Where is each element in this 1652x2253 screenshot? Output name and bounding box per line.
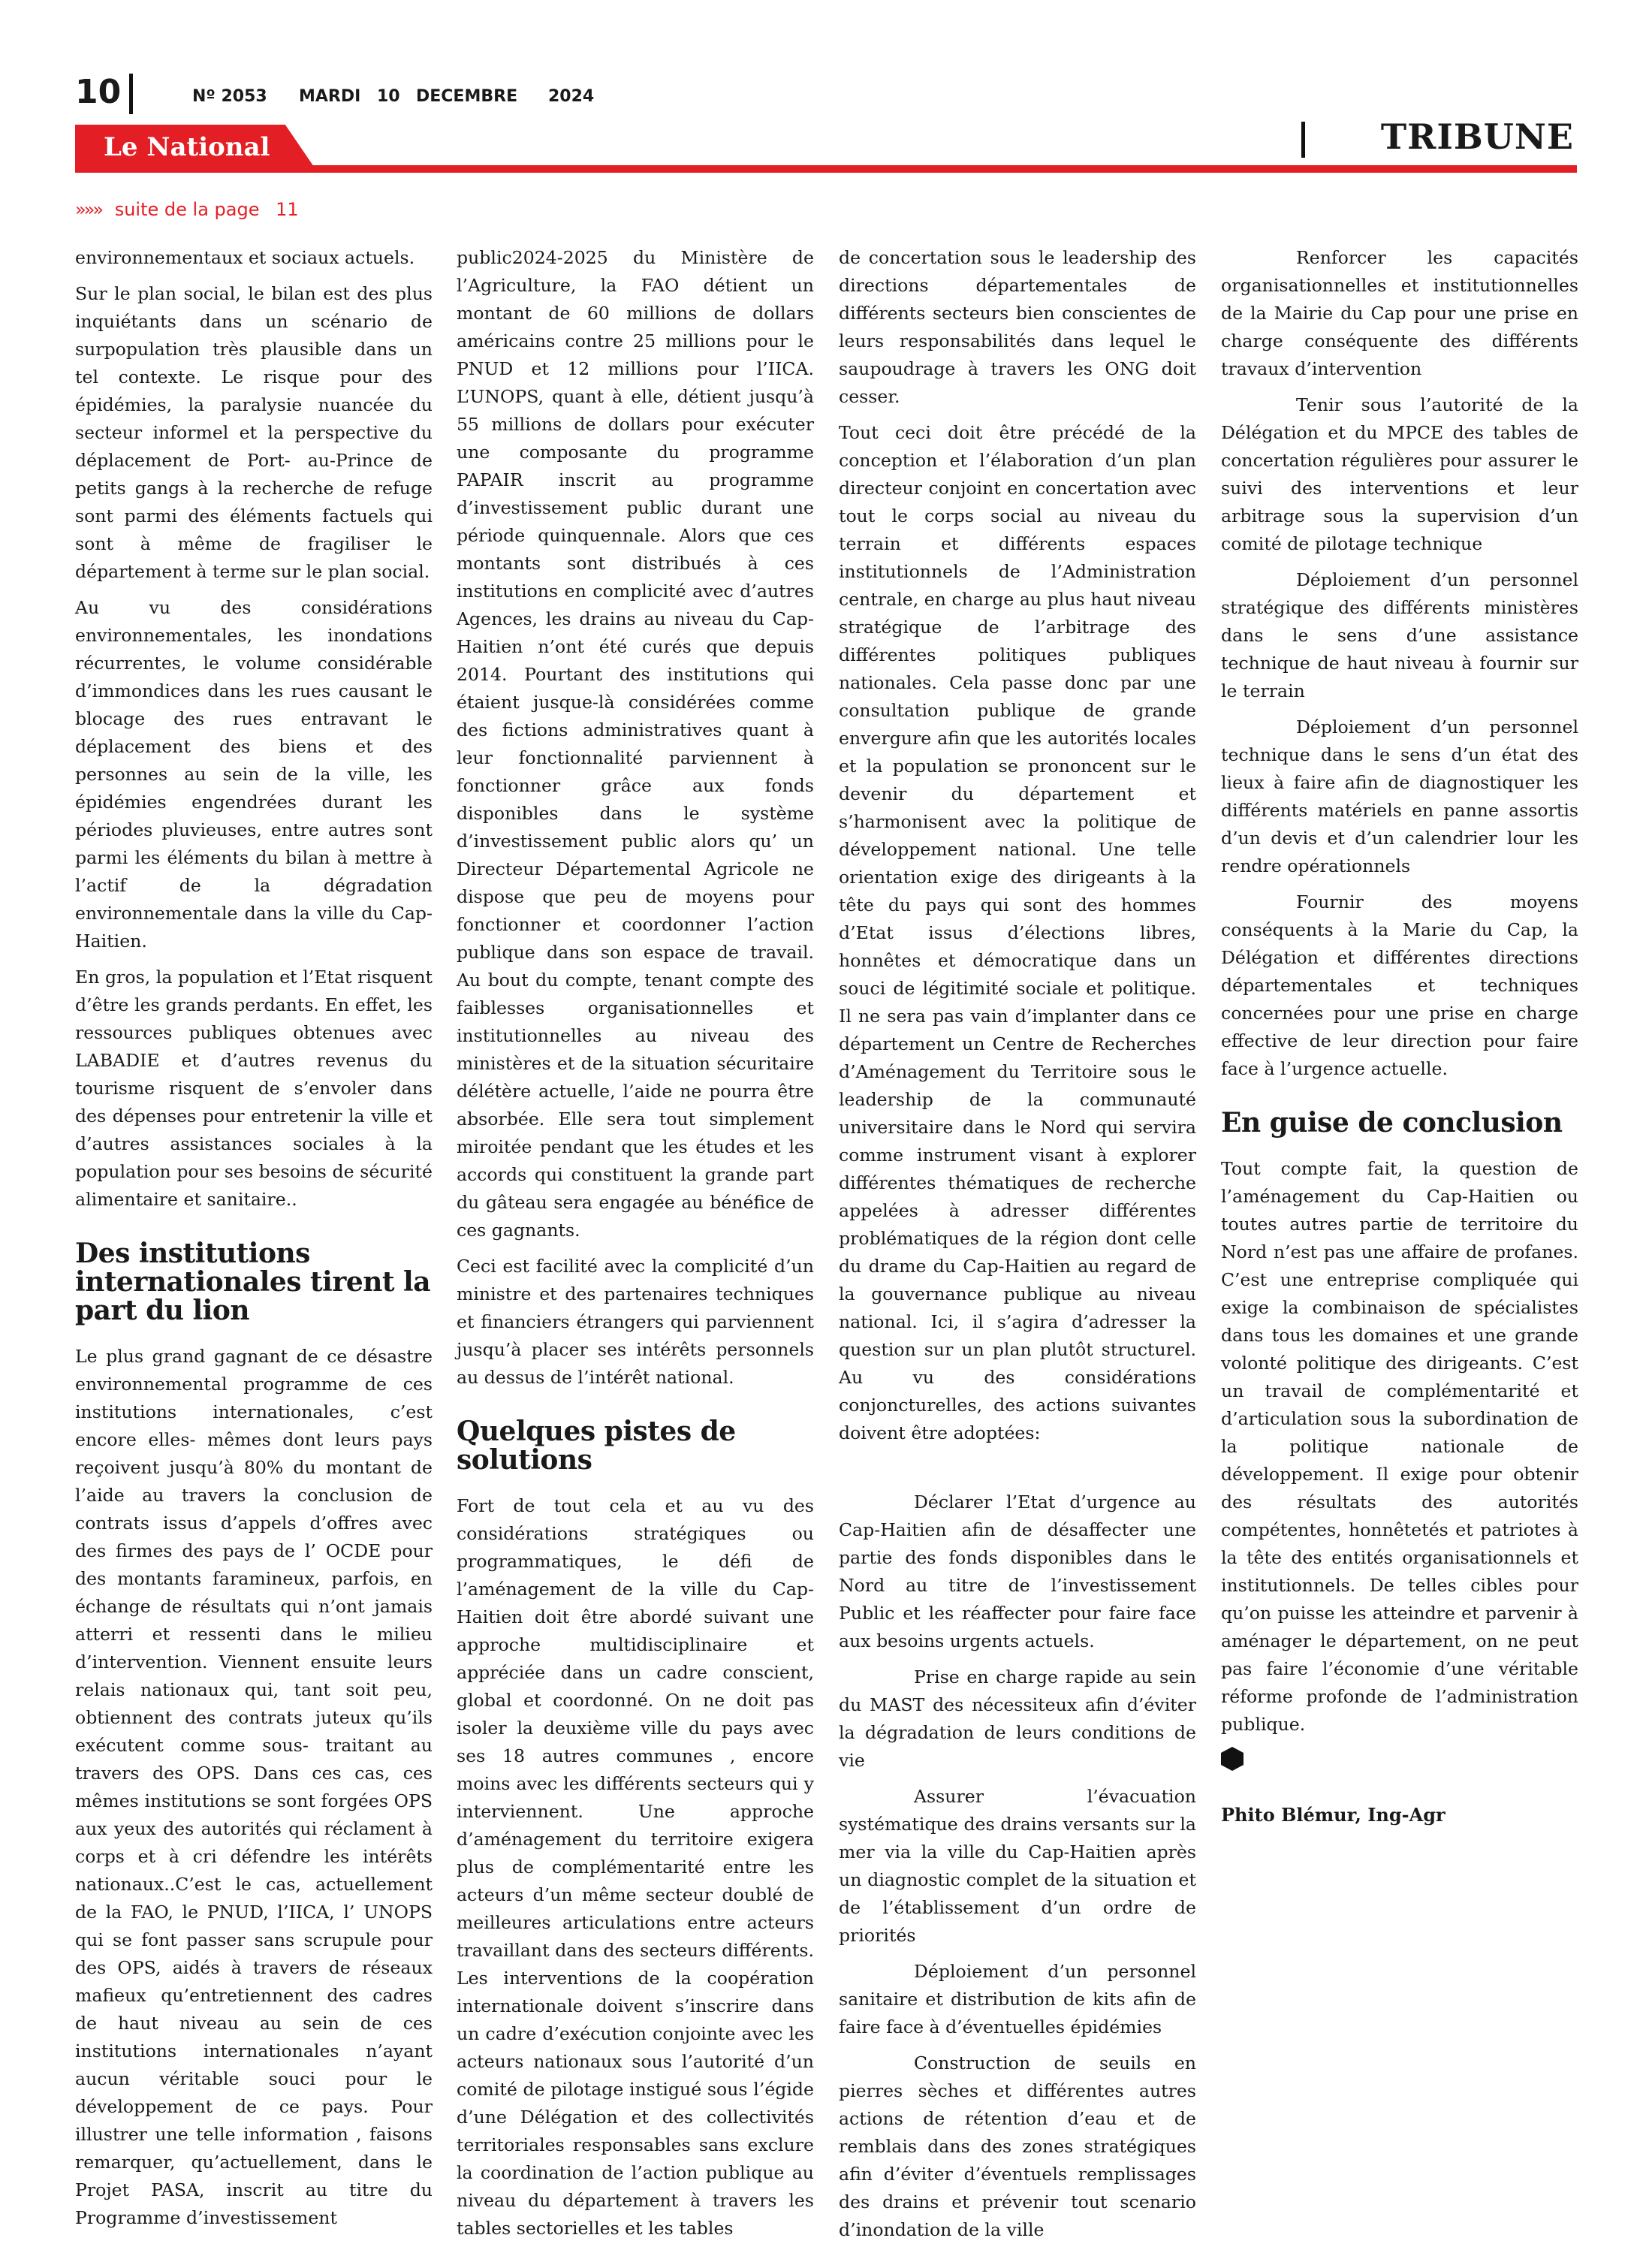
action-item (839, 2049, 1196, 2244)
issue-year: 2024 (548, 87, 595, 106)
article-paragraph: Tout ceci doit être précédé de la conception et l’élaboration d’un plan directeur conjoint en concertation avec tout le corps social au niveau du terrain et différents espaces institutionnels de l’Administration centrale, en charge au plus haut niveau stratégique de l’arbitrage des différentes politiques publiques nationales. Cela passe donc par une consultation publique de grande envergure afin que les autorités locales et la population se prononcent sur le devenir du département et s’harmonisent avec la politique de développement national. Une telle orientation exige des dirigeants à la tête du pays qui sont des hommes d’Etat issus d’élections libres, honnêtes et démocratique dans un souci de légitimité sociale et politique. Il ne sera pas vain d’implanter dans ce département un Centre de Recherches d’Aménagement du Territoire sous le leadership de la communauté universitaire dans le Nord qui servira comme instrument visant à explorer différentes thématiques de recherche appelées à adresser différentes problématiques de la région dont celle du drame du Cap-Haitien au regard de la gouvernance publique au niveau national. Ici, il s’agira d’adresser la question sur un plan plutôt structurel. Au vu des considérations conjoncturelles, des actions suivantes doivent être adoptées: (839, 422, 1196, 1443)
action-item (1221, 244, 1578, 383)
article-paragraph: Le plus grand gagnant de ce désastre environnemental programme de ces institutions internationales, c’est encore elles- mêmes dont leurs pays reçoivent jusqu’à 80% du montant de l’aide au travers la conclusion de contrats issus d’appels d’offres avec des firmes des pays de l’ OCDE pour des montants faramineux, parfois, en échange de résultats qui n’ont jamais atterri et ressenti dans le milieu d’intervention. Viennent ensuite leurs relais nationaux qui, tant soit peu, obtiennent des contrats juteux qu’ils exécutent comme sous- traitant au travers des OPS. Dans ces cas, ces mêmes institutions se sont forgées OPS aux yeux des autorités qui réclament à corps et à cri défendre les intérêts nationaux..C’est le cas, actuellement de la FAO, le PNUD, l’IICA, l’ UNOPS qui se font passer sans scrupule pour des OPS, aidés à travers de réseaux mafieux qu’entretiennent des cadres de haut niveau au sein de ces institutions internationales n’ayant aucun véritable souci pour le développement de ce pays. Pour illustrer une telle information , faisons remarquer, qu’actuellement, dans le Projet PASA, inscrit au titre du Programme d’investissement (75, 1346, 433, 2228)
action-item (1221, 713, 1578, 880)
article-paragraph: Au vu des considérations environnementales, les inondations récurrentes, le volume considérable d’immondices dans les rues causant le blocage des rues entravant le déplacement des biens et des personnes au sein de la ville, les épidémies engendrées durant les périodes pluvieuses, entre autres sont parmi les éléments du bilan à mettre à l’actif de la dégradation environnementale dans la ville du Cap-Haitien. (75, 597, 433, 952)
article-paragraph: Fort de tout cela et au vu des considérations stratégiques ou programmatiques, le défi de l’aménagement de la ville du Cap-Haitien doit être abordé suivant une approche multidisciplinaire et appréciée dans un cadre conscient, global et coordonné. On ne doit pas isoler la deuxième ville du pays avec ses 18 autres communes , encore moins avec les différents secteurs qui y interviennent. Une approche d’aménagement du territoire exigera plus de complémentarité entre les acteurs d’un même secteur doublé de meilleures articulations entre acteurs travaillant dans des secteurs différents. Les interventions de la coopération internationale doivent s’inscrire dans un cadre d’exécution conjointe avec les acteurs nationaux sous l’autorité d’un comité de pilotage instigué sous l’égide d’une Délégation et des collectivités territoriales responsables sans exclure la coordination de l’action publique au niveau du département à travers les tables sectorielles et les tables (457, 1495, 814, 2239)
section-divider (1301, 122, 1305, 158)
section-title: TRIBUNE (1380, 116, 1574, 157)
action-item-text: Tenir sous l’autorité de la Délégation et du MPCE des tables de concertation régulières pour assurer le suivi des interventions et leur arbitrage sous la supervision d’un comité de pilotage technique (1221, 394, 1578, 554)
section-heading: Quelques pistes de solutions (457, 1416, 736, 1476)
action-item-text: Prise en charge rapide au sein du MAST des nécessiteux afin d’éviter la dégradation de leurs conditions de vie (839, 1666, 1196, 1771)
page-number: 10 (75, 73, 122, 111)
action-item-text: Fournir des moyens conséquents à la Marie du Cap, la Délégation et différentes directions départementales et techniques concernées pour une prise en charge effective de leur direction pour faire face à l’urgence actuelle. (1221, 891, 1578, 1079)
action-item (1221, 391, 1578, 558)
article-column-1 (75, 244, 433, 2240)
newspaper-logo: Le National (104, 132, 270, 162)
continued-arrows: »»» (75, 199, 102, 220)
article-column-3 (839, 244, 1196, 2252)
action-item (839, 1958, 1196, 2041)
article-paragraph: public2024-2025 du Ministère de l’Agriculture, la FAO détient un montant de 60 millions de dollars américains contre 25 millions pour le PNUD et 12 millions pour l’IICA. L’UNOPS, quant à elle, détient jusqu’à 55 millions de dollars pour exécuter une composante du programme PAPAIR inscrit au programme d’investissement public durant une période quinquennale. Alors que ces montants sont distribués à ces institutions en complicité avec d’autres Agences, les drains au niveau du Cap-Haitien n’ont été curés que depuis 2014. Pourtant des institutions qui étaient jusque-là considérées comme des fictions administratives quant à leur fonctionnalité parviennent à fonctionner grâce aux fonds disponibles dans le système d’investissement public alors qu’ un Directeur Départemental Agricole ne dispose que peu de moyens pour fonctionner et coordonner l’action publique dans son espace de travail. Au bout du compte, tenant compte des faiblesses organisationnelles et institutionnelles au niveau des ministères et de la situation sécuritaire délétère actuelle, l’aide ne pourra être absorbée. Elle sera tout simplement miroitée pendant que les études et les accords qui constituent la grande part du gâteau sera engagée au bénéfice de ces gagnants. (457, 247, 814, 1241)
issue-number: Nº 2053 (192, 87, 267, 106)
action-item-text: Déploiement d’un personnel technique dans le sens d’un état des lieux à faire afin de diagnostiquer les différents matériels en panne assortis d’un devis et d’un calendrier lour les rendre opérationnels (1221, 716, 1578, 876)
end-mark-icon (1221, 1747, 1244, 1771)
section-heading: Des institutions internationales tirent la part du lion (75, 1238, 431, 1326)
continued-page: 11 (276, 199, 299, 220)
action-item-text: Déclarer l’Etat d’urgence au Cap-Haitien afin de désaffecter une partie des fonds disponibles dans le Nord au titre de l’investissement Public et les réaffecter pour faire face aux besoins urgents actuels. (839, 1491, 1196, 1651)
article-column-2 (457, 244, 814, 2251)
section-heading: En guise de conclusion (1221, 1107, 1563, 1139)
issue-day-number: 10 (377, 87, 400, 106)
article-paragraph: de concertation sous le leadership des directions départementales de différents secteurs bien conscientes de leurs responsabilités dans lequel le saupoudrage à travers les ONG doit cesser. (839, 247, 1196, 407)
issue-day: MARDI (299, 87, 361, 106)
action-item-text: Assurer l’évacuation systématique des drains versants sur la mer via la ville du Cap-Haitien après un diagnostic complet de la situation et de l’établissement d’un ordre de priorités (839, 1786, 1196, 1946)
spacer (839, 1455, 1196, 1488)
article-paragraph: Ceci est facilité avec la complicité d’un ministre et des partenaires techniques et financiers étrangers qui parviennent jusqu’à placer ses intérêts personnels au dessus de l’intérêt national. (457, 1256, 814, 1388)
action-item-text: Déploiement d’un personnel sanitaire et distribution de kits afin de faire face à d’éventuelles épidémies (839, 1961, 1196, 2037)
page-number-divider (129, 74, 133, 114)
article-paragraph: environnementaux et sociaux actuels. (75, 247, 415, 268)
article-column-4 (1221, 244, 1578, 1837)
continued-from (75, 198, 299, 221)
article-paragraph: Tout compte fait, la question de l’aménagement du Cap-Haitien ou toutes autres partie de territoire du Nord n’est pas une affaire de profanes. C’est une entreprise compliquée qui exige la combinaison de spécialistes dans tous les domaines et une grande volonté politique des dirigeants. C’est un travail de complémentarité et d’articulation sous la subordination de la politique nationale de développement. Il exige pour obtenir des résultats des autorités compétentes, honnêtetés et patriotes à la tête des entités organisationnels et institutionnels. De telles cibles pour qu’on puisse les atteindre et parvenir à aménager le département, on ne peut pas faire l’économie d’une véritable réforme profonde de l’administration publique. (1221, 1158, 1578, 1735)
action-item (839, 1783, 1196, 1950)
action-item-text: Construction de seuils en pierres sèches et différentes autres actions de rétention d’eau et de remblais dans des zones stratégiques afin d’éviter d’éventuels remplissages des drains et prévenir tout scenario d’inondation de la ville (839, 2052, 1196, 2240)
author-byline: Phito Blémur, Ing-Agr (1221, 1804, 1446, 1826)
article-paragraph: En gros, la population et l’Etat risquent d’être les grands perdants. En effet, les ressources publiques obtenues avec LABADIE et d’autres revenus du tourisme risquent de s’envoler dans des dépenses pour entretenir la ville et d’autres assistances sociales à la population pour ses besoins de sécurité alimentaire et sanitaire.. (75, 967, 433, 1210)
article-paragraph: Sur le plan social, le bilan est des plus inquiétants dans un scénario de surpopulation très plausible dans un tel contexte. Le risque pour des épidémies, la paralysie nuancée du secteur informel et la perspective du déplacement de Port- au-Prince de petits gangs à la recherche de refuge sont parmi des éléments factuels qui sont à même de fragiliser le département à terme sur le plan social. (75, 283, 433, 582)
issue-month: DECEMBRE (416, 87, 518, 106)
action-item-text: Renforcer les capacités organisationnelles et institutionnelles de la Mairie du Cap pour une prise en charge conséquente des différents travaux d’intervention (1221, 247, 1578, 379)
action-item (1221, 566, 1578, 705)
continued-text: suite de la page (114, 199, 260, 220)
action-item (1221, 888, 1578, 1083)
action-item (839, 1488, 1196, 1655)
action-item (839, 1663, 1196, 1775)
action-item-text: Déploiement d’un personnel stratégique des différents ministères dans le sens d’une assistance technique de haut niveau à fournir sur le terrain (1221, 569, 1578, 701)
